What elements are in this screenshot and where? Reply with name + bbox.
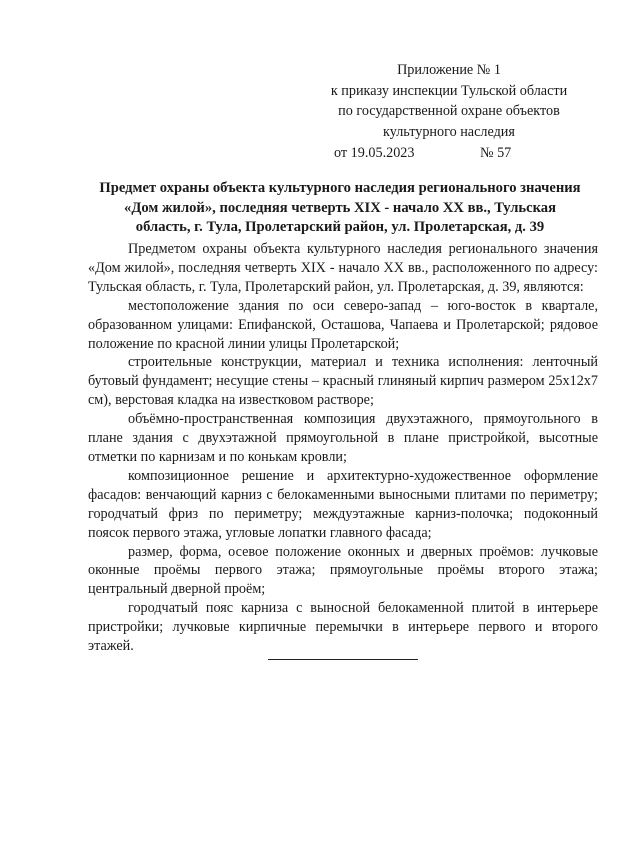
body-paragraph-interior: городчатый пояс карниза с выносной белокаменной плитой в интерьере пристройки; лучковые кирпичные перемычки в интерьере первого и второго этажей. (88, 600, 598, 655)
order-date-number (334, 143, 580, 163)
body-paragraph-location: местоположение здания по оси северо-запад – юго-восток в квартале, образованном улицами: Епифанской, Осташова, Чапаева и Пролетарской; рядовое положение по красной линии улицы Пролетарской; (88, 297, 598, 352)
appendix-subject-line: культурного наследия (383, 123, 515, 140)
document-title (74, 179, 606, 238)
appendix-order-line: к приказу инспекции Тульской области (330, 82, 568, 99)
body-paragraph-volume: объёмно-пространственная композиция двухэтажного, прямоугольного в плане здания с двухэтажной прямоугольной в плане пристройкой, высотные отметки по карнизам и по конькам кровли; (88, 411, 598, 465)
appendix-number: Приложение № 1 (397, 62, 501, 78)
body-paragraph-construction: строительные конструкции, материал и техника исполнения: ленточный бутовый фундамент; несущие стены – красный глиняный кирпич размером 25х12х7 см), верстовая кладка на известковом растворе; (88, 354, 598, 409)
body-paragraph-intro: Предметом охраны объекта культурного наследия регионального значения «Дом жилой», последняя четверть XIX - начало XX вв., расположенного по адресу: Тульская область, г. Тула, Пролетарский район, ул. Пролетарская, д. 39, являются: (88, 241, 598, 295)
appendix-header (318, 60, 580, 142)
body-paragraph-facades: композиционное решение и архитектурно-художественное оформление фасадов: венчающий карниз с белокаменными выносными плитами по периметру; городчатый фриз по периметру; междуэтажные карниз-полочка; подоконный поясок первого этажа, угловые лопатки главного фасада; (88, 467, 598, 541)
order-number: № 57 (480, 145, 512, 161)
body-paragraph-openings: размер, форма, осевое положение оконных и дверных проёмов: лучковые оконные проёмы первого этажа; прямоугольные проёмы второго этажа; центральный дверной проём; (88, 543, 598, 598)
title-line: Предмет охраны объекта культурного наследия регионального значения (99, 180, 581, 196)
title-line: «Дом жилой», последняя четверть XIX - начало XX вв., Тульская (124, 199, 556, 216)
appendix-authority-line: по государственной охране объектов (338, 103, 560, 119)
document-body (88, 240, 598, 656)
title-line: область, г. Тула, Пролетарский район, ул. Пролетарская, д. 39 (135, 219, 545, 235)
order-date: от 19.05.2023 (334, 145, 415, 161)
closing-rule (268, 659, 418, 660)
